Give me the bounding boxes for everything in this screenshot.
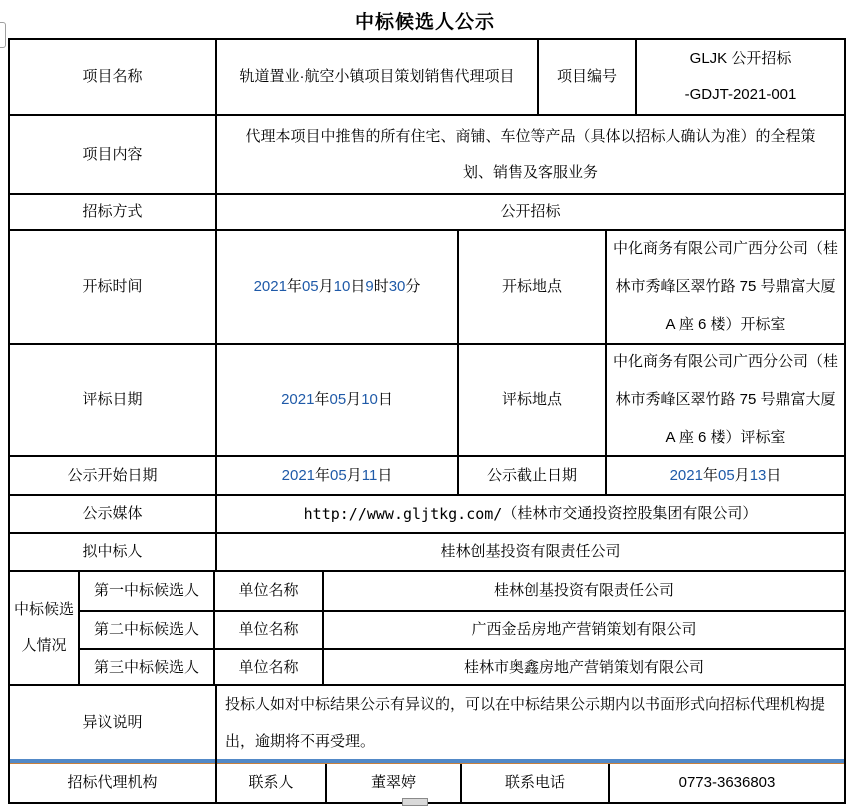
proposed-winner-value: 桂林创基投资有限责任公司 — [215, 534, 844, 570]
publicity-end-value: 2021 年 05 月 13 日 — [605, 457, 844, 494]
media-suffix: （桂林市交通投资控股集团有限公司） — [502, 505, 758, 522]
agency-label: 招标代理机构 — [67, 774, 158, 791]
project-content-label: 项目内容 — [82, 145, 143, 163]
candidate-1-unit-label: 单位名称 — [213, 572, 322, 610]
divider-column-tick — [215, 759, 217, 764]
media-label: 公示媒体 — [82, 505, 143, 522]
candidate-2-company: 广西金岳房地产营销策划有限公司 — [322, 612, 844, 648]
candidate-3-rank-label: 第三中标候选人 — [78, 650, 213, 686]
evaluation-date-value: 2021 年 05 月 10 日 — [215, 345, 457, 455]
project-code-label: 项目编号 — [537, 40, 635, 114]
candidate-3-unit-label: 单位名称 — [213, 650, 322, 686]
agency-phone-label: 联系电话 — [460, 764, 608, 802]
row-objection — [10, 684, 844, 759]
proposed-winner-label: 拟中标人 — [82, 543, 143, 560]
row-proposed-winner — [10, 532, 844, 570]
candidate-3-company: 桂林市奥鑫房地产营销策划有限公司 — [322, 650, 844, 686]
agency-phone-value: 0773-3636803 — [608, 764, 844, 802]
project-code-value — [635, 40, 844, 114]
project-code-line2: -GDJT-2021-001 — [684, 86, 797, 103]
candidate-row-3 — [78, 648, 844, 686]
evaluation-date-label: 评标日期 — [82, 391, 143, 408]
row-method — [10, 193, 844, 229]
opening-time-value: 2021 年 05 月 10 日 9 时 30 分 — [215, 231, 457, 343]
row-publicity-dates — [10, 455, 844, 494]
project-name-label: 项目名称 — [82, 68, 143, 85]
publicity-end-label: 公示截止日期 — [457, 457, 605, 494]
window-edge-fragment — [0, 22, 6, 48]
opening-place-value: 中化商务有限公司广西分公司（桂林市秀峰区翠竹路 75 号鼎富大厦 A 座 6 楼）开标室 — [605, 231, 844, 343]
row-candidates-group — [10, 570, 844, 684]
project-content-value: 代理本项目中推售的所有住宅、商铺、车位等产品（具体以招标人确认为准）的全程策划、销售及客服业务 — [215, 116, 844, 193]
row-media — [10, 494, 844, 532]
candidate-2-unit-label: 单位名称 — [213, 612, 322, 648]
publicity-start-value: 2021 年 05 月 11 日 — [215, 457, 457, 494]
candidate-1-company: 桂林创基投资有限责任公司 — [322, 572, 844, 610]
publicity-start-label: 公示开始日期 — [67, 466, 158, 484]
row-agency — [10, 764, 844, 802]
tender-method-label: 招标方式 — [82, 203, 143, 220]
opening-time-label: 开标时间 — [82, 278, 143, 295]
opening-place-label: 开标地点 — [457, 231, 605, 343]
row-content — [10, 114, 844, 193]
page-title: 中标候选人公示 — [354, 11, 495, 33]
candidate-row-1 — [78, 572, 844, 610]
candidate-2-rank-label: 第二中标候选人 — [78, 612, 213, 648]
selected-border-divider — [10, 759, 844, 764]
tender-method-value: 公开招标 — [215, 195, 844, 229]
objection-value: 投标人如对中标结果公示有异议的，可以在中标结果公示期内以书面形式向招标代理机构提出，逾期将不再受理。 — [215, 686, 844, 759]
candidate-row-2 — [78, 610, 844, 648]
objection-label: 异议说明 — [82, 713, 143, 731]
agency-contact-name: 董翠婷 — [325, 764, 460, 802]
row-evaluation — [10, 343, 844, 455]
row-project — [10, 40, 844, 114]
media-value — [215, 496, 844, 532]
candidate-1-rank-label: 第一中标候选人 — [78, 572, 213, 610]
agency-contact-label: 联系人 — [215, 764, 325, 802]
evaluation-place-label: 评标地点 — [457, 345, 605, 455]
project-name-value: 轨道置业·航空小镇项目策划销售代理项目 — [215, 40, 537, 114]
project-code-line1: GLJK 公开招标 — [689, 50, 792, 67]
candidates-group-label: 中标候选人情况 — [14, 601, 75, 654]
horizontal-scrollbar-thumb[interactable] — [402, 798, 428, 806]
announcement-table — [8, 38, 846, 804]
evaluation-place-value: 中化商务有限公司广西分公司（桂林市秀峰区翠竹路 75 号鼎富大厦 A 座 6 楼）评标室 — [605, 345, 844, 455]
candidates-list — [78, 572, 844, 684]
media-url-link[interactable]: http://www.gljtkg.com/ — [303, 505, 503, 523]
row-opening — [10, 229, 844, 343]
